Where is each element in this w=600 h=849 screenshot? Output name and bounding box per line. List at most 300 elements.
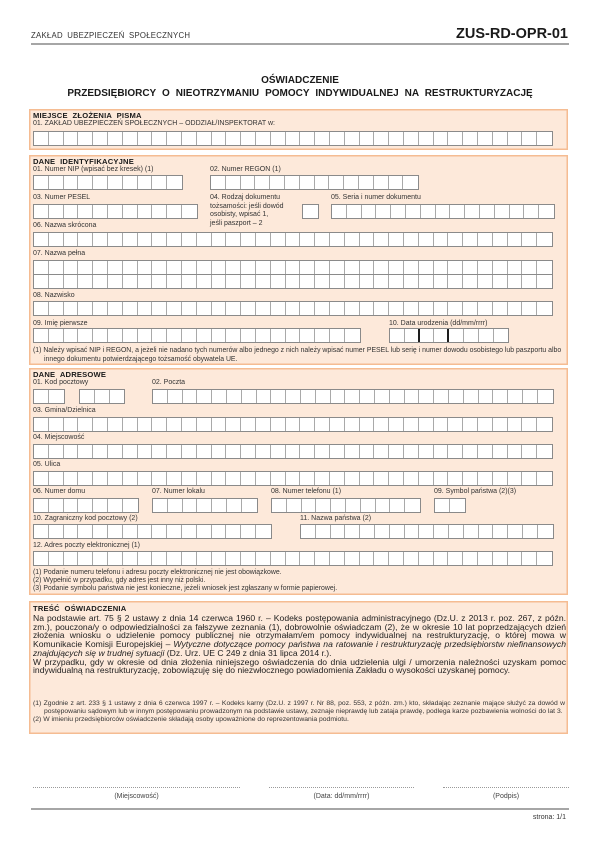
char-cell[interactable] xyxy=(256,261,271,274)
char-cell[interactable] xyxy=(49,329,64,342)
char-cell[interactable] xyxy=(123,472,138,485)
pesel-input[interactable] xyxy=(33,204,198,219)
char-cell[interactable] xyxy=(64,525,79,538)
char-cell[interactable] xyxy=(93,472,108,485)
char-cell[interactable] xyxy=(226,552,241,565)
char-cell[interactable] xyxy=(34,472,49,485)
char-cell[interactable] xyxy=(167,525,182,538)
char-cell[interactable] xyxy=(419,552,434,565)
char-cell[interactable] xyxy=(138,552,153,565)
char-cell[interactable] xyxy=(419,525,434,538)
char-cell[interactable] xyxy=(108,329,123,342)
char-cell[interactable] xyxy=(360,233,375,246)
char-cell[interactable] xyxy=(495,205,510,218)
char-cell[interactable] xyxy=(315,275,330,288)
first-name-input[interactable] xyxy=(33,328,361,343)
char-cell[interactable] xyxy=(49,445,64,458)
char-cell[interactable] xyxy=(360,552,375,565)
char-cell[interactable] xyxy=(493,525,508,538)
char-cell[interactable] xyxy=(300,275,315,288)
char-cell[interactable] xyxy=(78,275,93,288)
char-cell[interactable] xyxy=(197,552,212,565)
char-cell[interactable] xyxy=(374,132,389,145)
char-cell[interactable] xyxy=(256,132,271,145)
char-cell[interactable] xyxy=(523,390,538,403)
char-cell[interactable] xyxy=(300,445,315,458)
char-cell[interactable] xyxy=(360,418,375,431)
char-cell[interactable] xyxy=(108,525,123,538)
char-cell[interactable] xyxy=(197,302,212,315)
char-cell[interactable] xyxy=(108,418,123,431)
char-cell[interactable] xyxy=(345,275,360,288)
char-cell[interactable] xyxy=(359,176,374,189)
char-cell[interactable] xyxy=(64,499,79,512)
char-cell[interactable] xyxy=(93,132,108,145)
char-cell[interactable] xyxy=(360,261,375,274)
char-cell[interactable] xyxy=(537,418,552,431)
char-cell[interactable] xyxy=(478,275,493,288)
char-cell[interactable] xyxy=(271,472,286,485)
char-cell[interactable] xyxy=(212,499,227,512)
char-cell[interactable] xyxy=(241,445,256,458)
char-cell[interactable] xyxy=(93,261,108,274)
char-cell[interactable] xyxy=(463,302,478,315)
char-cell[interactable] xyxy=(316,525,331,538)
char-cell[interactable] xyxy=(49,390,64,403)
char-cell[interactable] xyxy=(345,302,360,315)
char-cell[interactable] xyxy=(508,552,523,565)
char-cell[interactable] xyxy=(448,445,463,458)
char-cell[interactable] xyxy=(479,390,494,403)
char-cell[interactable] xyxy=(167,176,182,189)
char-cell[interactable] xyxy=(404,552,419,565)
char-cell[interactable] xyxy=(389,261,404,274)
char-cell[interactable] xyxy=(360,132,375,145)
char-cell[interactable] xyxy=(434,445,449,458)
char-cell[interactable] xyxy=(123,261,138,274)
char-cell[interactable] xyxy=(300,418,315,431)
char-cell[interactable] xyxy=(242,499,257,512)
char-cell[interactable] xyxy=(34,390,49,403)
char-cell[interactable] xyxy=(167,329,182,342)
char-cell[interactable] xyxy=(508,445,523,458)
char-cell[interactable] xyxy=(315,329,330,342)
char-cell[interactable] xyxy=(108,472,123,485)
char-cell[interactable] xyxy=(212,390,227,403)
full-name-input-row-2[interactable] xyxy=(33,274,553,289)
char-cell[interactable] xyxy=(93,552,108,565)
apartment-number-input[interactable] xyxy=(152,498,258,513)
char-cell[interactable] xyxy=(345,233,360,246)
char-cell[interactable] xyxy=(300,472,315,485)
char-cell[interactable] xyxy=(226,329,241,342)
char-cell[interactable] xyxy=(241,525,256,538)
char-cell[interactable] xyxy=(123,525,138,538)
char-cell[interactable] xyxy=(508,261,523,274)
char-cell[interactable] xyxy=(182,418,197,431)
char-cell[interactable] xyxy=(448,275,463,288)
char-cell[interactable] xyxy=(330,418,345,431)
char-cell[interactable] xyxy=(271,445,286,458)
char-cell[interactable] xyxy=(478,552,493,565)
char-cell[interactable] xyxy=(330,329,345,342)
char-cell[interactable] xyxy=(49,302,64,315)
char-cell[interactable] xyxy=(330,275,345,288)
char-cell[interactable] xyxy=(478,418,493,431)
char-cell[interactable] xyxy=(331,390,346,403)
char-cell[interactable] xyxy=(152,132,167,145)
char-cell[interactable] xyxy=(478,302,493,315)
char-cell[interactable] xyxy=(197,418,212,431)
char-cell[interactable] xyxy=(330,445,345,458)
char-cell[interactable] xyxy=(463,261,478,274)
char-cell[interactable] xyxy=(241,233,256,246)
char-cell[interactable] xyxy=(374,445,389,458)
char-cell[interactable] xyxy=(315,176,330,189)
country-name-input[interactable] xyxy=(300,524,554,539)
char-cell[interactable] xyxy=(152,261,167,274)
char-cell[interactable] xyxy=(226,445,241,458)
char-cell[interactable] xyxy=(226,472,241,485)
char-cell[interactable] xyxy=(315,552,330,565)
char-cell[interactable] xyxy=(524,205,539,218)
char-cell[interactable] xyxy=(78,329,93,342)
char-cell[interactable] xyxy=(78,525,93,538)
char-cell[interactable] xyxy=(522,261,537,274)
char-cell[interactable] xyxy=(138,261,153,274)
char-cell[interactable] xyxy=(537,445,552,458)
char-cell[interactable] xyxy=(434,261,449,274)
char-cell[interactable] xyxy=(538,525,553,538)
char-cell[interactable] xyxy=(108,302,123,315)
char-cell[interactable] xyxy=(286,275,301,288)
char-cell[interactable] xyxy=(93,499,108,512)
char-cell[interactable] xyxy=(508,390,523,403)
char-cell[interactable] xyxy=(463,132,478,145)
char-cell[interactable] xyxy=(197,261,212,274)
char-cell[interactable] xyxy=(64,302,79,315)
char-cell[interactable] xyxy=(434,525,449,538)
char-cell[interactable] xyxy=(49,525,64,538)
char-cell[interactable] xyxy=(493,233,508,246)
char-cell[interactable] xyxy=(212,472,227,485)
char-cell[interactable] xyxy=(212,233,227,246)
char-cell[interactable] xyxy=(182,233,197,246)
char-cell[interactable] xyxy=(478,233,493,246)
char-cell[interactable] xyxy=(463,418,478,431)
char-cell[interactable] xyxy=(167,552,182,565)
char-cell[interactable] xyxy=(522,445,537,458)
char-cell[interactable] xyxy=(256,233,271,246)
char-cell[interactable] xyxy=(539,205,554,218)
char-cell[interactable] xyxy=(271,275,286,288)
char-cell[interactable] xyxy=(389,132,404,145)
char-cell[interactable] xyxy=(271,390,286,403)
char-cell[interactable] xyxy=(227,390,242,403)
char-cell[interactable] xyxy=(419,233,434,246)
char-cell[interactable] xyxy=(123,499,138,512)
char-cell[interactable] xyxy=(152,302,167,315)
char-cell[interactable] xyxy=(434,552,449,565)
char-cell[interactable] xyxy=(374,275,389,288)
char-cell[interactable] xyxy=(537,302,552,315)
char-cell[interactable] xyxy=(167,275,182,288)
char-cell[interactable] xyxy=(78,233,93,246)
char-cell[interactable] xyxy=(463,445,478,458)
char-cell[interactable] xyxy=(315,132,330,145)
regon-input[interactable] xyxy=(210,175,419,190)
char-cell[interactable] xyxy=(300,176,315,189)
char-cell[interactable] xyxy=(419,261,434,274)
char-cell[interactable] xyxy=(108,275,123,288)
char-cell[interactable] xyxy=(270,176,285,189)
char-cell[interactable] xyxy=(167,302,182,315)
char-cell[interactable] xyxy=(212,552,227,565)
char-cell[interactable] xyxy=(464,329,479,342)
char-cell[interactable] xyxy=(183,390,198,403)
char-cell[interactable] xyxy=(212,275,227,288)
char-cell[interactable] xyxy=(434,418,449,431)
char-cell[interactable] xyxy=(522,302,537,315)
char-cell[interactable] xyxy=(138,132,153,145)
char-cell[interactable] xyxy=(242,390,257,403)
char-cell[interactable] xyxy=(197,275,212,288)
char-cell[interactable] xyxy=(64,418,79,431)
char-cell[interactable] xyxy=(286,552,301,565)
char-cell[interactable] xyxy=(449,329,464,342)
char-cell[interactable] xyxy=(271,261,286,274)
char-cell[interactable] xyxy=(182,205,197,218)
char-cell[interactable] xyxy=(138,472,153,485)
char-cell[interactable] xyxy=(374,552,389,565)
char-cell[interactable] xyxy=(49,275,64,288)
char-cell[interactable] xyxy=(123,176,138,189)
char-cell[interactable] xyxy=(330,233,345,246)
char-cell[interactable] xyxy=(64,329,79,342)
char-cell[interactable] xyxy=(448,132,463,145)
char-cell[interactable] xyxy=(183,499,198,512)
char-cell[interactable] xyxy=(406,205,421,218)
char-cell[interactable] xyxy=(110,390,125,403)
char-cell[interactable] xyxy=(152,205,167,218)
char-cell[interactable] xyxy=(390,329,405,342)
char-cell[interactable] xyxy=(138,176,153,189)
char-cell[interactable] xyxy=(465,205,480,218)
char-cell[interactable] xyxy=(226,176,241,189)
char-cell[interactable] xyxy=(330,132,345,145)
char-cell[interactable] xyxy=(108,176,123,189)
char-cell[interactable] xyxy=(434,275,449,288)
char-cell[interactable] xyxy=(271,329,286,342)
char-cell[interactable] xyxy=(197,445,212,458)
char-cell[interactable] xyxy=(78,132,93,145)
char-cell[interactable] xyxy=(464,390,479,403)
email-input[interactable] xyxy=(33,551,553,566)
char-cell[interactable] xyxy=(315,261,330,274)
char-cell[interactable] xyxy=(49,176,64,189)
char-cell[interactable] xyxy=(212,261,227,274)
char-cell[interactable] xyxy=(108,132,123,145)
char-cell[interactable] xyxy=(241,329,256,342)
char-cell[interactable] xyxy=(271,302,286,315)
char-cell[interactable] xyxy=(347,205,362,218)
surname-input[interactable] xyxy=(33,301,553,316)
char-cell[interactable] xyxy=(197,499,212,512)
char-cell[interactable] xyxy=(226,418,241,431)
char-cell[interactable] xyxy=(478,445,493,458)
char-cell[interactable] xyxy=(330,302,345,315)
char-cell[interactable] xyxy=(167,445,182,458)
char-cell[interactable] xyxy=(182,445,197,458)
char-cell[interactable] xyxy=(435,499,450,512)
char-cell[interactable] xyxy=(108,261,123,274)
char-cell[interactable] xyxy=(479,329,494,342)
char-cell[interactable] xyxy=(93,302,108,315)
char-cell[interactable] xyxy=(34,418,49,431)
char-cell[interactable] xyxy=(64,205,79,218)
char-cell[interactable] xyxy=(391,205,406,218)
char-cell[interactable] xyxy=(374,472,389,485)
char-cell[interactable] xyxy=(152,472,167,485)
char-cell[interactable] xyxy=(78,261,93,274)
char-cell[interactable] xyxy=(256,329,271,342)
char-cell[interactable] xyxy=(272,499,287,512)
char-cell[interactable] xyxy=(226,132,241,145)
char-cell[interactable] xyxy=(138,329,153,342)
char-cell[interactable] xyxy=(493,472,508,485)
char-cell[interactable] xyxy=(212,418,227,431)
char-cell[interactable] xyxy=(64,176,79,189)
postal-code-input-part-2[interactable] xyxy=(79,389,125,404)
char-cell[interactable] xyxy=(182,275,197,288)
char-cell[interactable] xyxy=(389,418,404,431)
char-cell[interactable] xyxy=(508,302,523,315)
char-cell[interactable] xyxy=(138,205,153,218)
char-cell[interactable] xyxy=(345,390,360,403)
char-cell[interactable] xyxy=(493,390,508,403)
char-cell[interactable] xyxy=(256,275,271,288)
char-cell[interactable] xyxy=(34,132,49,145)
char-cell[interactable] xyxy=(123,132,138,145)
char-cell[interactable] xyxy=(95,390,110,403)
char-cell[interactable] xyxy=(522,275,537,288)
char-cell[interactable] xyxy=(419,418,434,431)
char-cell[interactable] xyxy=(93,233,108,246)
char-cell[interactable] xyxy=(478,132,493,145)
char-cell[interactable] xyxy=(376,205,391,218)
char-cell[interactable] xyxy=(344,176,359,189)
char-cell[interactable] xyxy=(271,418,286,431)
char-cell[interactable] xyxy=(256,552,271,565)
char-cell[interactable] xyxy=(256,525,271,538)
char-cell[interactable] xyxy=(508,233,523,246)
char-cell[interactable] xyxy=(212,329,227,342)
char-cell[interactable] xyxy=(345,472,360,485)
char-cell[interactable] xyxy=(152,329,167,342)
char-cell[interactable] xyxy=(345,418,360,431)
char-cell[interactable] xyxy=(167,418,182,431)
char-cell[interactable] xyxy=(64,261,79,274)
char-cell[interactable] xyxy=(522,233,537,246)
char-cell[interactable] xyxy=(226,233,241,246)
char-cell[interactable] xyxy=(404,132,419,145)
char-cell[interactable] xyxy=(138,418,153,431)
char-cell[interactable] xyxy=(138,275,153,288)
char-cell[interactable] xyxy=(182,302,197,315)
char-cell[interactable] xyxy=(537,261,552,274)
char-cell[interactable] xyxy=(78,445,93,458)
char-cell[interactable] xyxy=(315,418,330,431)
char-cell[interactable] xyxy=(197,525,212,538)
char-cell[interactable] xyxy=(78,472,93,485)
char-cell[interactable] xyxy=(256,472,271,485)
char-cell[interactable] xyxy=(389,176,404,189)
char-cell[interactable] xyxy=(34,302,49,315)
char-cell[interactable] xyxy=(286,302,301,315)
char-cell[interactable] xyxy=(464,525,479,538)
char-cell[interactable] xyxy=(463,233,478,246)
char-cell[interactable] xyxy=(300,261,315,274)
char-cell[interactable] xyxy=(374,418,389,431)
char-cell[interactable] xyxy=(301,390,316,403)
char-cell[interactable] xyxy=(108,552,123,565)
char-cell[interactable] xyxy=(93,525,108,538)
char-cell[interactable] xyxy=(271,132,286,145)
char-cell[interactable] xyxy=(434,472,449,485)
char-cell[interactable] xyxy=(480,205,495,218)
char-cell[interactable] xyxy=(419,445,434,458)
char-cell[interactable] xyxy=(123,302,138,315)
char-cell[interactable] xyxy=(168,499,183,512)
char-cell[interactable] xyxy=(212,525,227,538)
char-cell[interactable] xyxy=(34,275,49,288)
char-cell[interactable] xyxy=(153,390,168,403)
postal-code-input-part-1[interactable] xyxy=(33,389,65,404)
char-cell[interactable] xyxy=(167,205,182,218)
char-cell[interactable] xyxy=(315,233,330,246)
char-cell[interactable] xyxy=(212,132,227,145)
char-cell[interactable] xyxy=(152,525,167,538)
char-cell[interactable] xyxy=(34,176,49,189)
char-cell[interactable] xyxy=(241,176,256,189)
char-cell[interactable] xyxy=(286,261,301,274)
char-cell[interactable] xyxy=(450,499,465,512)
char-cell[interactable] xyxy=(448,552,463,565)
place-signature-line[interactable] xyxy=(33,787,240,788)
char-cell[interactable] xyxy=(404,418,419,431)
char-cell[interactable] xyxy=(522,552,537,565)
char-cell[interactable] xyxy=(508,132,523,145)
char-cell[interactable] xyxy=(360,472,375,485)
char-cell[interactable] xyxy=(49,261,64,274)
char-cell[interactable] xyxy=(197,233,212,246)
char-cell[interactable] xyxy=(419,390,434,403)
char-cell[interactable] xyxy=(345,329,360,342)
char-cell[interactable] xyxy=(197,472,212,485)
char-cell[interactable] xyxy=(331,499,346,512)
char-cell[interactable] xyxy=(241,418,256,431)
char-cell[interactable] xyxy=(390,499,405,512)
char-cell[interactable] xyxy=(271,233,286,246)
char-cell[interactable] xyxy=(286,329,301,342)
char-cell[interactable] xyxy=(434,390,449,403)
char-cell[interactable] xyxy=(493,302,508,315)
char-cell[interactable] xyxy=(449,525,464,538)
char-cell[interactable] xyxy=(389,275,404,288)
char-cell[interactable] xyxy=(404,472,419,485)
char-cell[interactable] xyxy=(329,176,344,189)
document-type-input[interactable] xyxy=(302,204,319,219)
